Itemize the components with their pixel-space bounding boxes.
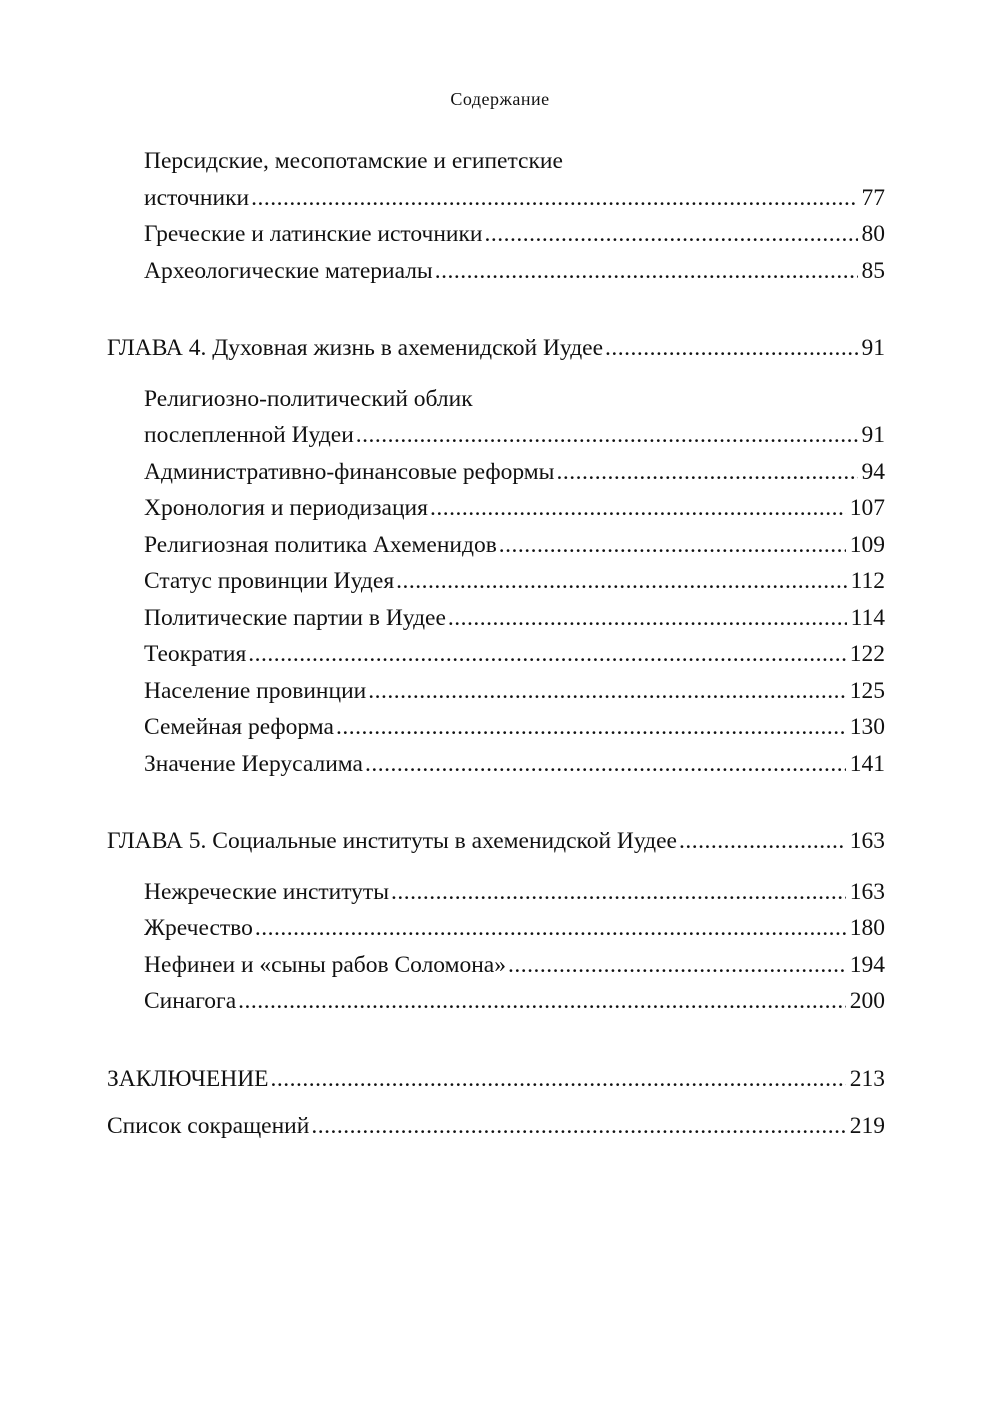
toc-page-number: 200 [849, 988, 885, 1014]
toc-page-number: 107 [849, 495, 885, 521]
toc-entry-title: Жречество [144, 915, 253, 941]
toc-entry-admin-reforms[interactable] [107, 454, 885, 491]
toc-entry-title: послепленной Иудеи [144, 422, 354, 448]
toc-entry-title: Значение Иерусалима [144, 750, 363, 777]
dot-leader [679, 823, 846, 860]
toc-entry-title: Теократия [144, 641, 247, 667]
toc-entry-title: Религиозная политика Ахеменидов [144, 531, 497, 558]
toc-page-number: 122 [849, 641, 885, 667]
dot-leader [605, 330, 857, 367]
toc-abbreviations[interactable] [107, 1108, 885, 1145]
toc-entry-title: Нефинеи и «сыны рабов Соломона» [144, 951, 506, 978]
dot-leader [238, 983, 846, 1020]
toc-entry-family-reform[interactable] [107, 709, 885, 746]
dot-leader [365, 746, 846, 783]
toc-page-number: 109 [849, 531, 885, 558]
dot-leader [368, 673, 846, 710]
toc-page-number: 130 [849, 714, 885, 740]
toc-entry-title: Административно-финансовые реформы [144, 458, 555, 485]
toc-chapter-title: Список сокращений [107, 1113, 310, 1139]
dot-leader [499, 527, 846, 564]
toc-entry-chronology[interactable] [107, 490, 885, 527]
toc-entry-persian-sources[interactable] [107, 143, 885, 216]
toc-page-number: 112 [850, 568, 885, 594]
toc-entry-title: Синагога [144, 988, 237, 1014]
toc-page-number: 219 [849, 1113, 885, 1139]
toc-page-number: 163 [849, 878, 885, 905]
toc-entry-religious-policy[interactable] [107, 527, 885, 564]
table-of-contents [107, 143, 885, 1145]
toc-page-number: 141 [849, 750, 885, 777]
dot-leader [448, 600, 847, 637]
toc-page-number: 91 [861, 422, 885, 448]
toc-page-number: 91 [861, 335, 885, 361]
toc-page-number: 80 [861, 221, 885, 247]
dot-leader [396, 563, 846, 600]
toc-page-number: 213 [849, 1065, 885, 1092]
dot-leader [556, 454, 857, 491]
dot-leader [485, 216, 858, 253]
toc-chapter-title: ГЛАВА 4. Духовная жизнь в ахеменидской Иудее [107, 335, 604, 361]
toc-entry-synagogue[interactable] [107, 983, 885, 1020]
toc-page-number: 114 [850, 604, 885, 631]
toc-page-number: 125 [849, 677, 885, 704]
toc-entry-greek-latin-sources[interactable] [107, 216, 885, 253]
toc-entry-title: Археологические материалы [144, 257, 433, 284]
dot-leader [430, 490, 846, 527]
toc-page-number: 94 [861, 458, 885, 485]
dot-leader [248, 636, 845, 673]
toc-entry-nethinim[interactable] [107, 947, 885, 984]
toc-page-number: 77 [861, 184, 885, 211]
toc-entry-title-line: Религиозно-политический облик [144, 385, 473, 412]
running-header: Содержание [450, 89, 550, 109]
toc-entry-title: Население провинции [144, 677, 367, 704]
toc-entry-political-parties[interactable] [107, 600, 885, 637]
toc-entry-priesthood[interactable] [107, 910, 885, 947]
toc-entry-archaeological-materials[interactable] [107, 253, 885, 290]
toc-conclusion[interactable] [107, 1061, 885, 1098]
toc-entry-non-priestly[interactable] [107, 874, 885, 911]
dot-leader [391, 874, 846, 911]
dot-leader [255, 910, 846, 947]
toc-entry-province-status[interactable] [107, 563, 885, 600]
toc-entry-title: Статус провинции Иудея [144, 568, 395, 594]
toc-entry-jerusalem[interactable] [107, 746, 885, 783]
toc-entry-population[interactable] [107, 673, 885, 710]
toc-entry-title: Греческие и латинские источники [144, 221, 483, 247]
dot-leader [336, 709, 846, 746]
dot-leader [508, 947, 846, 984]
toc-page-number: 85 [861, 257, 885, 284]
toc-chapter-title: ЗАКЛЮЧЕНИЕ [107, 1065, 269, 1092]
toc-entry-title: Политические партии в Иудее [144, 604, 446, 631]
toc-chapter-title: ГЛАВА 5. Социальные институты в ахеменидской Иудее [107, 828, 677, 854]
toc-entry-religious-political-image[interactable] [107, 381, 885, 454]
toc-entry-title: Нежреческие институты [144, 878, 389, 905]
toc-page-number: 180 [849, 915, 885, 941]
toc-entry-theocracy[interactable] [107, 636, 885, 673]
dot-leader [356, 417, 858, 454]
toc-entry-title: Хронология и периодизация [144, 495, 428, 521]
toc-entry-title-line: Персидские, месопотамские и египетские [144, 148, 563, 174]
dot-leader [311, 1108, 845, 1145]
toc-entry-title: источники [144, 184, 250, 211]
toc-entry-title: Семейная реформа [144, 714, 334, 740]
dot-leader [271, 1061, 846, 1098]
toc-page-number: 194 [849, 951, 885, 978]
dot-leader [251, 180, 857, 217]
toc-chapter-5[interactable] [107, 823, 885, 860]
toc-page-number: 163 [849, 828, 885, 854]
toc-chapter-4[interactable] [107, 330, 885, 367]
dot-leader [435, 253, 858, 290]
